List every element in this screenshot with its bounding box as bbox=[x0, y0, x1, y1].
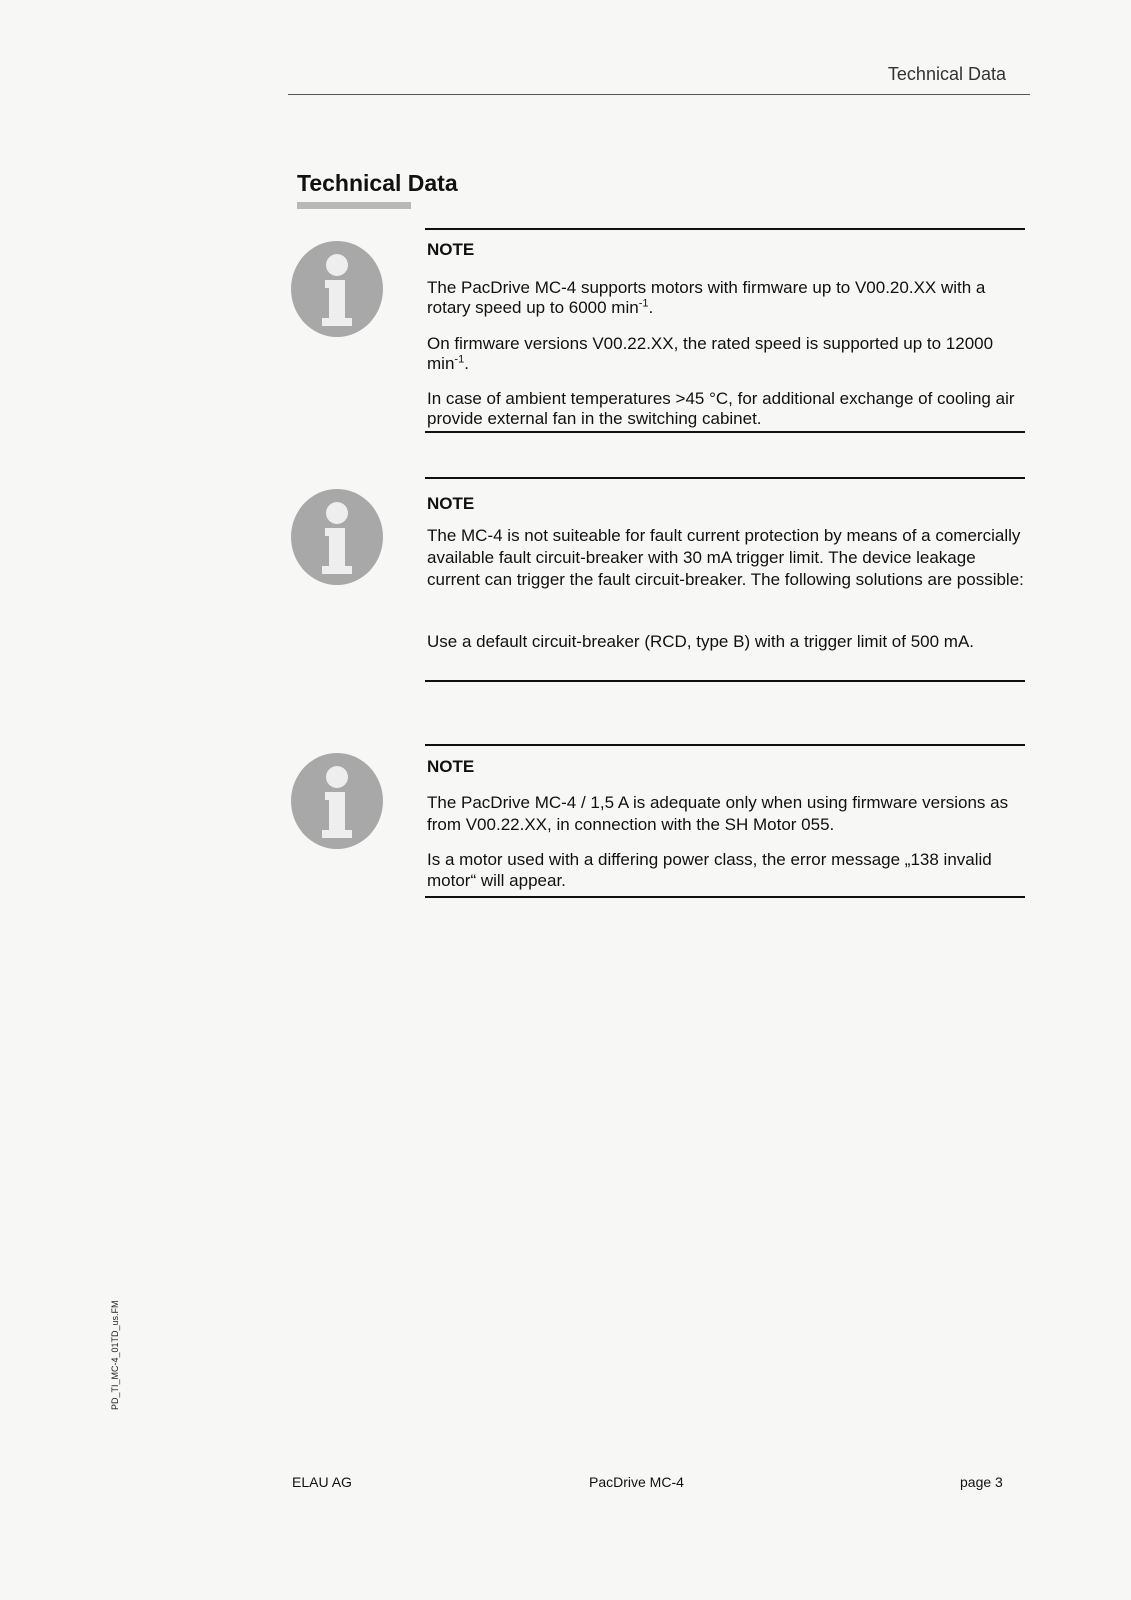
footer-product: PacDrive MC-4 bbox=[589, 1474, 684, 1490]
note-heading: NOTE bbox=[427, 240, 475, 259]
note-paragraph: On firmware versions V00.22.XX, the rated speed is supported up to 12000 $\min^{-1}$. bbox=[427, 334, 994, 373]
note-top-rule bbox=[425, 744, 1025, 746]
info-icon bbox=[290, 488, 384, 586]
note-bottom-rule bbox=[425, 680, 1025, 682]
note-paragraph: The PacDrive MC-4 / 1,5 A is adequate only when using firmware versions as from V00.22.XX, in connection with the SH Motor 055. bbox=[427, 793, 1009, 834]
footer-company: ELAU AG bbox=[292, 1474, 352, 1490]
note-paragraph: The MC-4 is not suiteable for fault current protection by means of a comercially available fault circuit-breaker with 30 mA trigger limit. The device leakage current can trigger the fault circuit-breaker. The following solutions are possible: bbox=[427, 526, 1024, 589]
page-title: Technical Data bbox=[297, 170, 458, 196]
note-bottom-rule bbox=[425, 431, 1025, 433]
note-paragraph: In case of ambient temperatures >45 °C, for additional exchange of cooling air provide external fan in the switching cabinet. bbox=[427, 389, 1015, 428]
note-heading: NOTE bbox=[427, 494, 475, 513]
note-bottom-rule bbox=[425, 896, 1025, 898]
info-icon bbox=[290, 752, 384, 850]
note-paragraph: The PacDrive MC-4 supports motors with firmware up to V00.20.XX with a rotary speed up to 6000 $\min^{-1}$. bbox=[427, 278, 986, 317]
title-underline-bar bbox=[297, 202, 411, 209]
file-label: PD_TI_MC-4_01TD_us.FM bbox=[110, 1300, 120, 1410]
footer-page-number: page 3 bbox=[960, 1474, 1003, 1490]
running-header: Technical Data bbox=[887, 64, 1006, 84]
header-rule bbox=[288, 94, 1030, 95]
note-paragraph: Is a motor used with a differing power class, the error message „138 invalid motor“ will appear. bbox=[427, 850, 992, 890]
note-paragraph: Use a default circuit-breaker (RCD, type B) with a trigger limit of 500 mA. bbox=[427, 632, 975, 651]
note-heading: NOTE bbox=[427, 757, 475, 776]
note-top-rule bbox=[425, 228, 1025, 230]
info-icon bbox=[290, 240, 384, 338]
note-top-rule bbox=[425, 477, 1025, 479]
